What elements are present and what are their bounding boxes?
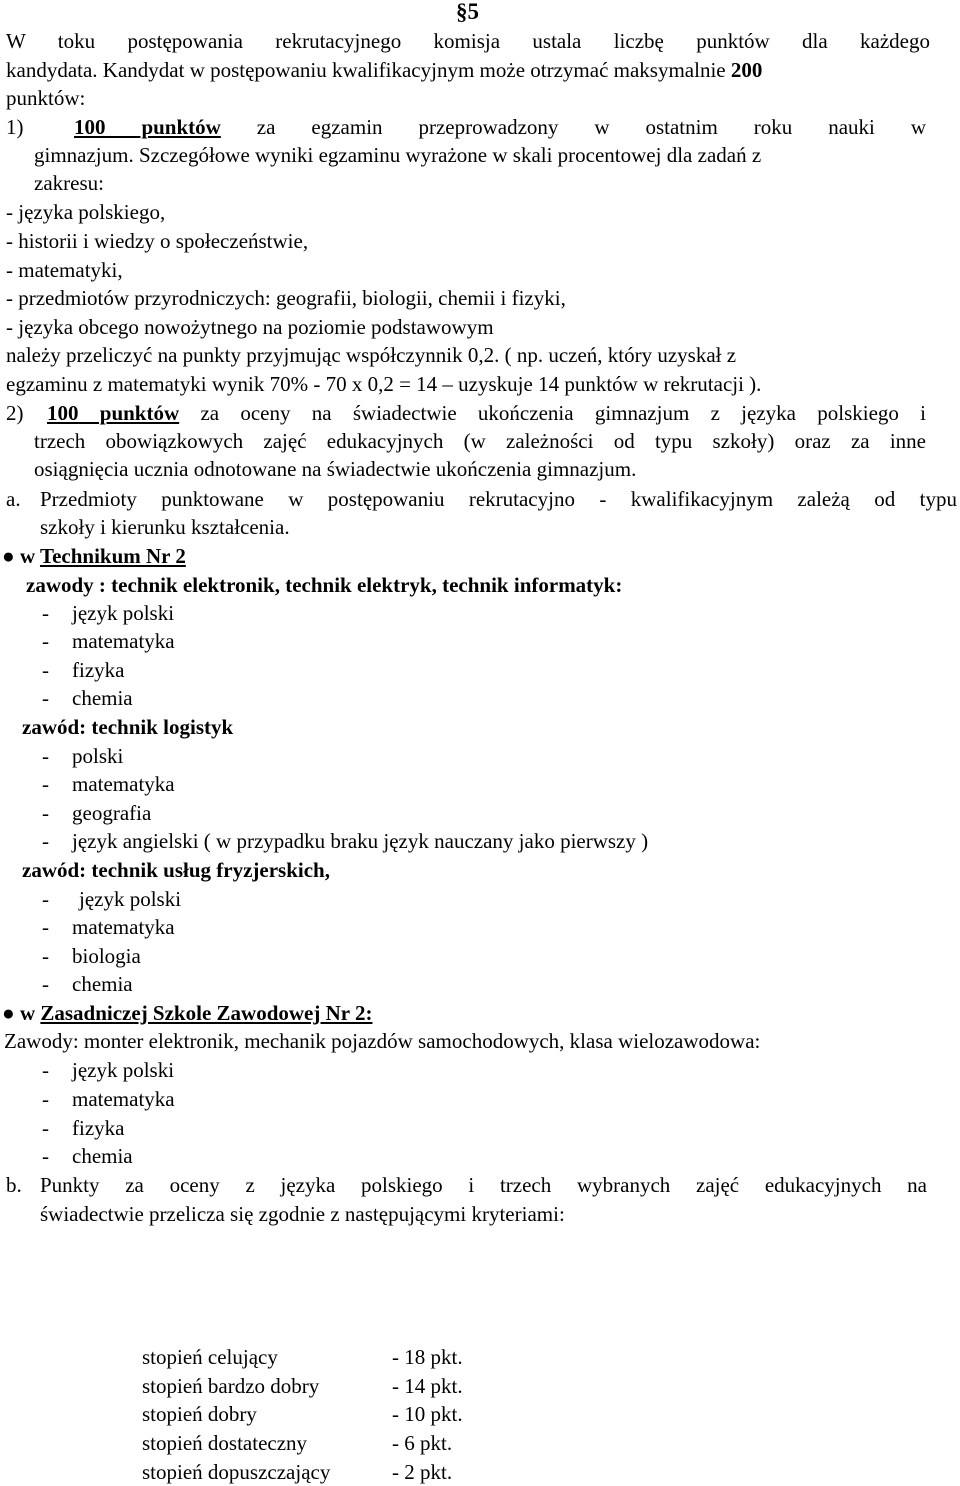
grade-name: stopień bardzo dobry <box>142 1374 320 1398</box>
group-title: zawód: technik logistyk <box>22 715 234 739</box>
list-dash: - <box>42 1087 49 1111</box>
list-item: chemia <box>72 972 133 996</box>
list-item: geografia <box>72 801 152 825</box>
point-a-letter: a. <box>6 487 21 511</box>
bullet-icon: ● <box>2 544 15 568</box>
subject-item: - historii i wiedzy o społeczeństwie, <box>6 229 309 253</box>
point-b-line-1: Punkty za oceny z języka polskiego i trzech wybranych zajęć edukacyjnych na <box>40 1173 927 1197</box>
grade-points: - 6 pkt. <box>392 1431 453 1455</box>
grade-name: stopień celujący <box>142 1345 278 1369</box>
subject-item: - języka polskiego, <box>6 200 166 224</box>
list-item: polski <box>72 744 124 768</box>
list-dash: - <box>42 1116 49 1140</box>
list-item: język angielski ( w przypadku braku język nauczany jako pierwszy ) <box>72 829 649 853</box>
section-number: §5 <box>456 0 479 24</box>
list-dash: - <box>42 629 49 653</box>
list-item: biologia <box>72 944 141 968</box>
point-2-line-1: 100 punktów za oceny na świadectwie ukończenia gimnazjum z języka polskiego i <box>47 401 926 425</box>
point-1-line-2: gimnazjum. Szczegółowe wyniki egzaminu wyrażone w skali procentowej dla zadań z <box>34 143 762 167</box>
list-dash: - <box>42 887 49 911</box>
list-item: chemia <box>72 686 133 710</box>
conversion-line-2: egzaminu z matematyki wynik 70% - 70 x 0,2 = 14 – uzyskuje 14 punktów w rekrutacji ). <box>6 372 762 396</box>
list-dash: - <box>42 686 49 710</box>
grade-points: - 14 pkt. <box>392 1374 463 1398</box>
list-dash: - <box>42 801 49 825</box>
grade-points: - 2 pkt. <box>392 1460 453 1484</box>
conversion-line-1: należy przeliczyć na punkty przyjmując współczynnik 0,2. ( np. uczeń, który uzyskał z <box>6 343 737 367</box>
group-title: zawody : technik elektronik, technik elektryk, technik informatyk: <box>26 573 623 597</box>
zsz-heading: ● w Zasadniczej Szkole Zawodowej Nr 2: <box>2 1001 373 1025</box>
list-item: fizyka <box>72 658 125 682</box>
point-2-amount: 100 punktów <box>47 401 180 425</box>
point-a-line-1: Przedmioty punktowane w postępowaniu rekrutacyjno - kwalifikacyjnym zależą od typu <box>40 487 957 511</box>
point-2-line-2: trzech obowiązkowych zajęć edukacyjnych (w zależności od typu szkoły) oraz za inne <box>34 429 926 453</box>
intro-line-1: W toku postępowania rekrutacyjnego komisja ustala liczbę punktów dla każdego <box>6 29 930 53</box>
list-item: język polski <box>72 601 175 625</box>
list-dash: - <box>42 915 49 939</box>
list-item: język polski <box>72 1058 175 1082</box>
subject-item: - języka obcego nowożytnego na poziomie podstawowym <box>6 315 494 339</box>
zsz-professions: Zawody: monter elektronik, mechanik pojazdów samochodowych, klasa wielozawodowa: <box>4 1029 761 1053</box>
point-1-number: 1) <box>6 115 24 139</box>
point-b-line-2: świadectwie przelicza się zgodnie z następującymi kryteriami: <box>40 1202 565 1226</box>
subject-item: - matematyki, <box>6 258 123 282</box>
point-a-line-2: szkoły i kierunku kształcenia. <box>40 515 290 539</box>
point-1-amount: 100 punktów <box>74 115 221 139</box>
bullet-icon: ● <box>2 1001 15 1025</box>
point-2-line-3: osiągnięcia ucznia odnotowane na świadectwie ukończenia gimnazjum. <box>34 457 637 481</box>
intro-line-3: punktów: <box>6 86 86 110</box>
list-item: matematyka <box>72 629 175 653</box>
list-item: język polski <box>79 887 182 911</box>
list-item: matematyka <box>72 915 175 939</box>
list-item: matematyka <box>72 772 175 796</box>
list-item: matematyka <box>72 1087 175 1111</box>
point-2-number: 2) <box>6 401 24 425</box>
list-dash: - <box>42 1058 49 1082</box>
list-item: fizyka <box>72 1116 125 1140</box>
list-dash: - <box>42 744 49 768</box>
list-dash: - <box>42 772 49 796</box>
list-dash: - <box>42 601 49 625</box>
list-dash: - <box>42 658 49 682</box>
point-1-line-1: 100 punktów za egzamin przeprowadzony w ostatnim roku nauki w <box>74 115 926 139</box>
list-dash: - <box>42 829 49 853</box>
grade-points: - 18 pkt. <box>392 1345 463 1369</box>
grade-points: - 10 pkt. <box>392 1402 463 1426</box>
subject-item: - przedmiotów przyrodniczych: geografii, biologii, chemii i fizyki, <box>6 286 566 310</box>
group-title: zawód: technik usług fryzjerskich, <box>22 858 330 882</box>
point-1-line-3: zakresu: <box>34 171 104 195</box>
technikum-heading: ● w Technikum Nr 2 <box>2 544 186 568</box>
grade-name: stopień dopuszczający <box>142 1460 331 1484</box>
list-item: chemia <box>72 1144 133 1168</box>
list-dash: - <box>42 1144 49 1168</box>
point-b-letter: b. <box>6 1173 22 1197</box>
grade-name: stopień dobry <box>142 1402 257 1426</box>
grade-name: stopień dostateczny <box>142 1431 308 1455</box>
list-dash: - <box>42 944 49 968</box>
intro-line-2: kandydata. Kandydat w postępowaniu kwalifikacyjnym może otrzymać maksymalnie 200 <box>6 58 763 82</box>
list-dash: - <box>42 972 49 996</box>
